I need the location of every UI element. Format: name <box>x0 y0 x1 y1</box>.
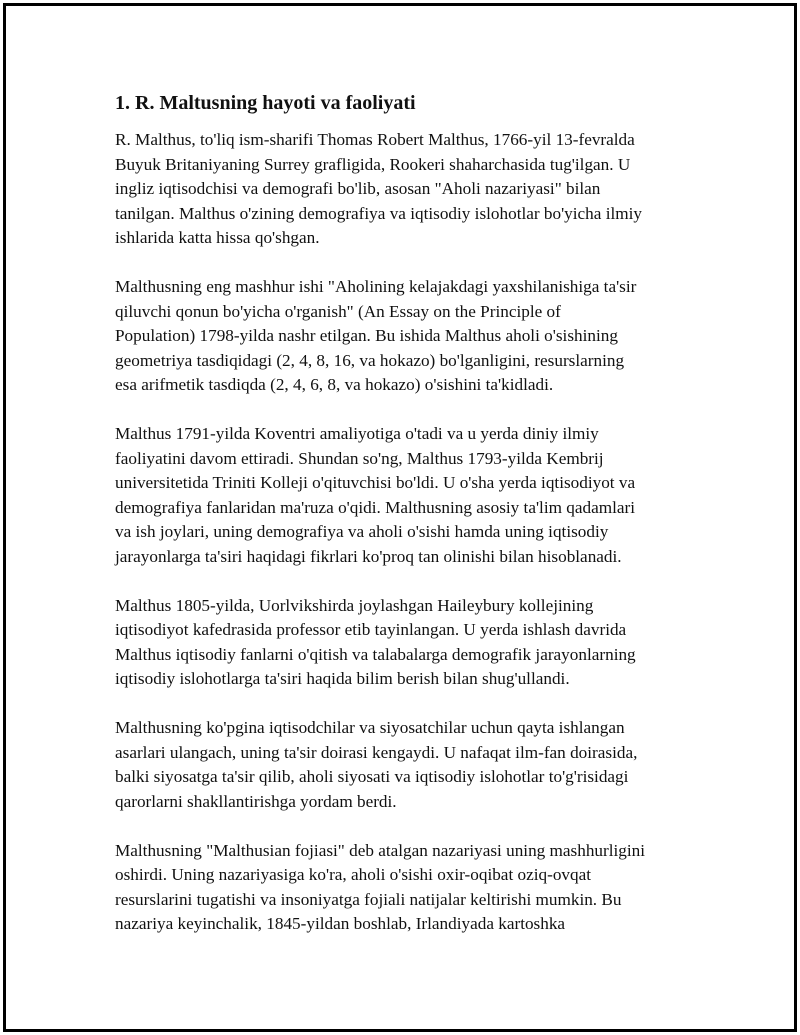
paragraph-career <box>115 422 705 569</box>
text-line: ishlarida katta hissa qo'shgan. <box>115 228 320 247</box>
paragraph-haileybury <box>115 594 705 692</box>
text-line: faoliyatini davom ettiradi. Shundan so'ng, Malthus 1793-yilda Kembrij <box>115 448 604 468</box>
text-line: nazariya keyinchalik, 1845-yildan boshlab, Irlandiyada kartoshka <box>115 914 566 933</box>
text-line: Malthus 1805-yilda, Uorlvikshirda joylashgan Haileybury kollejining <box>115 595 594 615</box>
text-line: universitetida Triniti Kolleji o'qituvchisi bo'ldi. U o'sha yerda iqtisodiyot va <box>115 473 636 492</box>
text-line: R. Malthus, to'liq ism-sharifi Thomas Robert Malthus, 1766-yil 13-fevralda <box>115 130 635 149</box>
text-line: qarorlarni shakllantirishga yordam berdi. <box>115 791 397 811</box>
text-line: balki siyosatga ta'sir qilib, aholi siyosati va iqtisodiy islohotlar to'g'risidagi <box>115 767 629 786</box>
text-line: Malthusning "Malthusian fojiasi" deb atalgan nazariyasi uning mashhurligini <box>115 840 646 860</box>
paragraph-influence <box>115 716 705 814</box>
text-line: jarayonlarga ta'siri haqidagi fikrlari ko'proq tan olinishi bilan hisoblanadi. <box>115 546 622 566</box>
text-line: Malthusning eng mashhur ishi "Aholining kelajakdagi yaxshilanishiga ta'sir <box>115 277 637 296</box>
text-line: asarlari ulangach, uning ta'sir doirasi kengaydi. U nafaqat ilm-fan doirasida, <box>115 742 638 762</box>
paragraph-essay <box>115 275 705 398</box>
text-line: ingliz iqtisodchisi va demografi bo'lib, asosan "Aholi nazariyasi" bilan <box>115 179 601 198</box>
text-line: qiluvchi qonun bo'yicha o'rganish" (An Essay on the Principle of <box>115 301 561 321</box>
text-line: va ish joylari, uning demografiya va aholi o'sishi hamda uning iqtisodiy <box>115 522 609 541</box>
section-heading: 1. R. Maltusning hayoti va faoliyati <box>115 92 416 114</box>
text-line: Malthusning ko'pgina iqtisodchilar va siyosatchilar uchun qayta ishlangan <box>115 718 625 737</box>
text-line: Malthus iqtisodiy fanlarni o'qitish va talabalarga demografik jarayonlarning <box>115 644 636 664</box>
text-line: resurslarini tugatishi va insoniyatga fojiali natijalar keltirishi mumkin. Bu <box>115 889 622 909</box>
document-body <box>115 90 705 961</box>
text-line: demografiya fanlaridan ma'ruza o'qidi. Malthusning asosiy ta'lim qadamlari <box>115 497 635 517</box>
paragraph-birth <box>115 128 705 251</box>
text-line: iqtisodiy islohotlarga ta'siri haqida bilim berish bilan shug'ullandi. <box>115 669 570 688</box>
text-line: Buyuk Britaniyaning Surrey grafligida, Rookeri shaharchasida tug'ilgan. U <box>115 154 631 174</box>
text-line: iqtisodiyot kafedrasida professor etib tayinlangan. U yerda ishlash davrida <box>115 620 627 639</box>
text-line: geometriya tasdiqidagi (2, 4, 8, 16, va hokazo) bo'lganligini, resurslarning <box>115 350 625 370</box>
text-line: oshirdi. Uning nazariyasiga ko'ra, aholi o'sishi oxir-oqibat oziq-ovqat <box>115 865 592 884</box>
text-line: esa arifmetik tasdiqda (2, 4, 6, 8, va hokazo) o'sishini ta'kidladi. <box>115 375 554 394</box>
text-line: Population) 1798-yilda nashr etilgan. Bu ishida Malthus aholi o'sishining <box>115 326 618 345</box>
text-line: Malthus 1791-yilda Koventri amaliyotiga o'tadi va u yerda diniy ilmiy <box>115 424 599 443</box>
text-line: tanilgan. Malthus o'zining demografiya va iqtisodiy islohotlar bo'yicha ilmiy <box>115 203 642 223</box>
paragraph-catastrophe <box>115 839 705 937</box>
